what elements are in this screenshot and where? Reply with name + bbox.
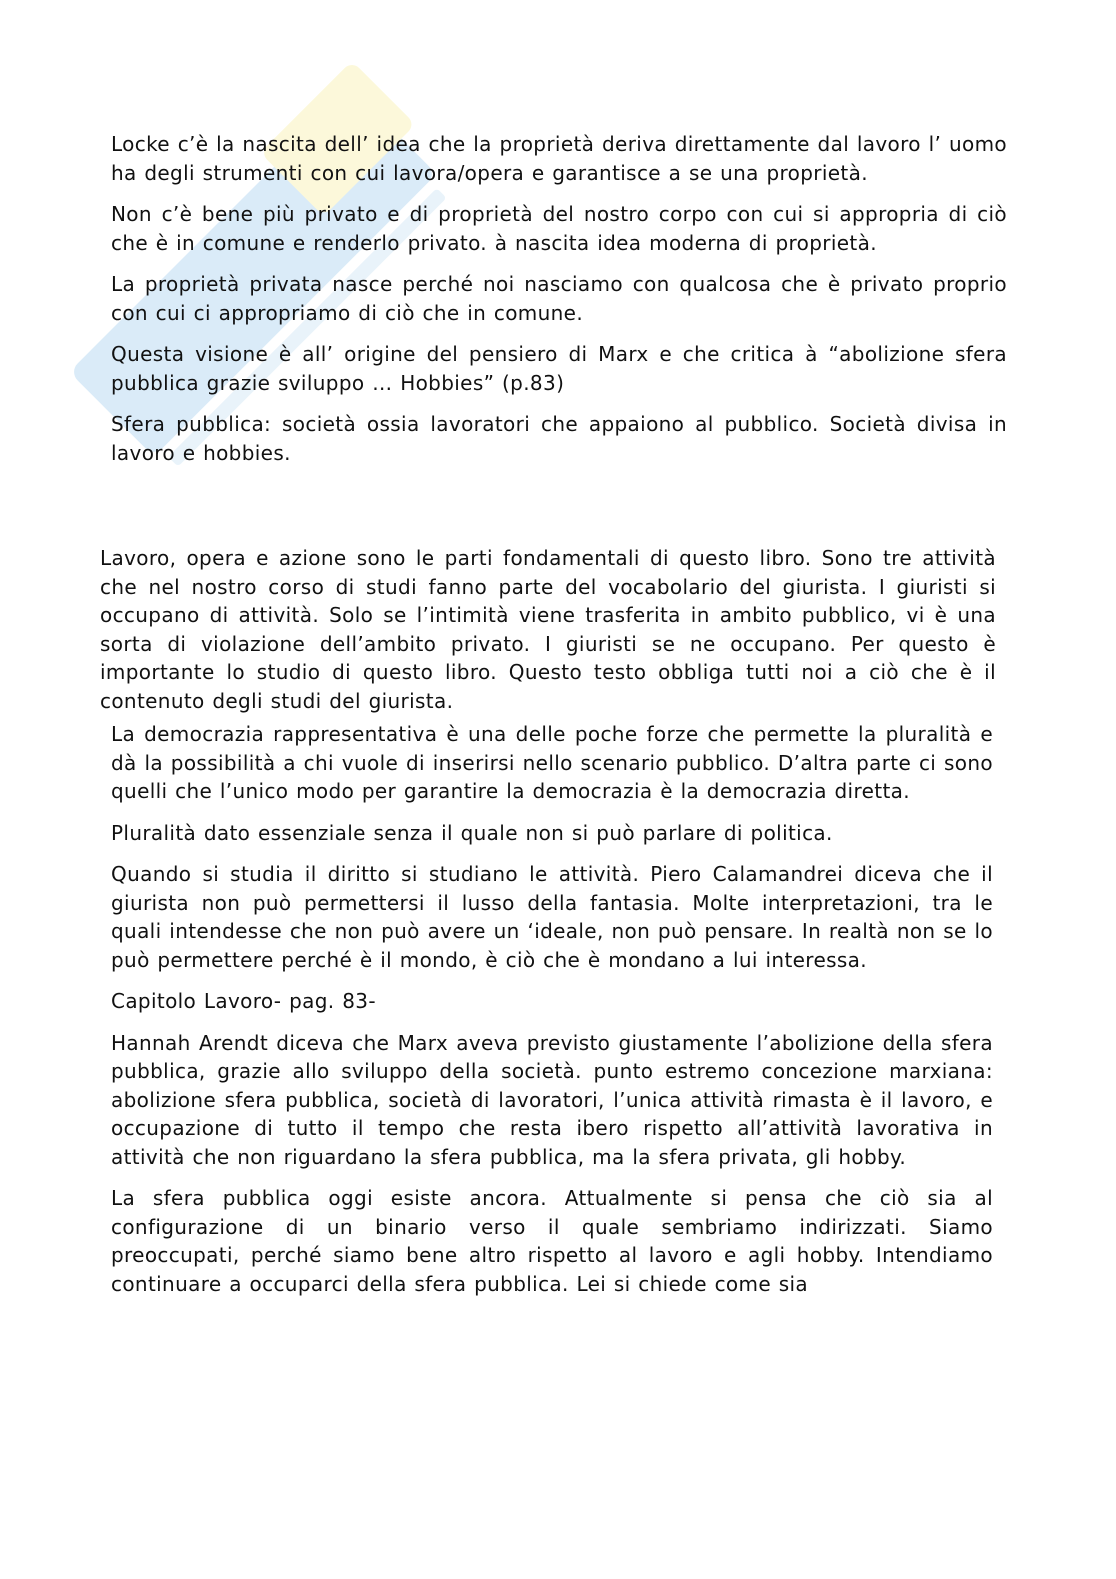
paragraph-private-property: La proprietà privata nasce perché noi nasciamo con qualcosa che è privato proprio con cui ci appropriamo di ciò che in comune.: [111, 272, 1007, 325]
paragraph-private-body: Non c’è bene più privato e di proprietà del nostro corpo con cui si appropria di ciò che è in comune e renderlo privato. à nascita idea moderna di proprietà.: [111, 202, 1007, 255]
chapter-heading: Capitolo Lavoro- pag. 83-: [111, 989, 376, 1013]
paragraph-plurality: Pluralità dato essenziale senza il quale non si può parlare di politica.: [111, 820, 833, 845]
top-notes-section: [111, 130, 1007, 480]
paragraph-labor-work-action: Lavoro, opera e azione sono le parti fondamentali di questo libro. Sono tre attività che nel nostro corso di studi fanno parte del vocabolario del giurista. I giuristi si occupano di attività. Solo se l’intimità viene trasferita in ambito pubblico, vi è una sorta di violazione dell’ambito privato. I giuristi se ne occupano. Per questo è importante lo studio di questo libro. Questo testo obbliga tutti noi a ciò che è il contenuto degli studi del giurista.: [100, 546, 996, 713]
bottom-notes-section: [111, 720, 993, 1311]
paragraph-calamandrei: Quando si studia il diritto si studiano le attività. Piero Calamandrei diceva che il giurista non può permettersi il lusso della fantasia. Molte interpretazioni, tra le quali intendesse che non può avere un ‘ideale, non può pensare. In realtà non se lo può permettere perché è il mondo, è ciò che è mondano a lui interessa.: [111, 862, 993, 972]
paragraph-public-sphere: Sfera pubblica: società ossia lavoratori che appaiono al pubblico. Società divisa in lavoro e hobbies.: [111, 412, 1007, 465]
paragraph-representative-democracy: La democrazia rappresentativa è una delle poche forze che permette la pluralità e dà la possibilità a chi vuole di inserirsi nello scenario pubblico. D’altra parte ci sono quelli che l’unico modo per garantire la democrazia è la democrazia diretta.: [111, 722, 993, 803]
paragraph-arendt-marx: Hannah Arendt diceva che Marx aveva previsto giustamente l’abolizione della sfera pubblica, grazie allo sviluppo della società. punto estremo concezione marxiana: abolizione sfera pubblica, società di lavoratori, l’unica attività rimasta è il lavoro, e occupazione di tutto il tempo che resta ibero rispetto all’attività lavorativa in attività che non riguardano la sfera pubblica, ma la sfera privata, gli hobby.: [111, 1030, 993, 1169]
paragraph-locke: Locke c’è la nascita dell’ idea che la proprietà deriva direttamente dal lavoro l’ uomo ha degli strumenti con cui lavora/opera e garantisce a se una proprietà.: [111, 132, 1007, 185]
paragraph-public-sphere-today: La sfera pubblica oggi esiste ancora. Attualmente si pensa che ciò sia al configurazione di un binario verso il quale sembriamo indirizzati. Siamo preoccupati, perché siamo bene altro rispetto al lavoro e agli hobby. Intendiamo continuare a occuparci della sfera pubblica. Lei si chiede come sia: [111, 1186, 993, 1296]
paragraph-marx-vision: Questa visione è all’ origine del pensiero di Marx e che critica à “abolizione sfera pubblica grazie sviluppo … Hobbies” (p.83): [111, 342, 1007, 395]
middle-section: [100, 544, 996, 728]
